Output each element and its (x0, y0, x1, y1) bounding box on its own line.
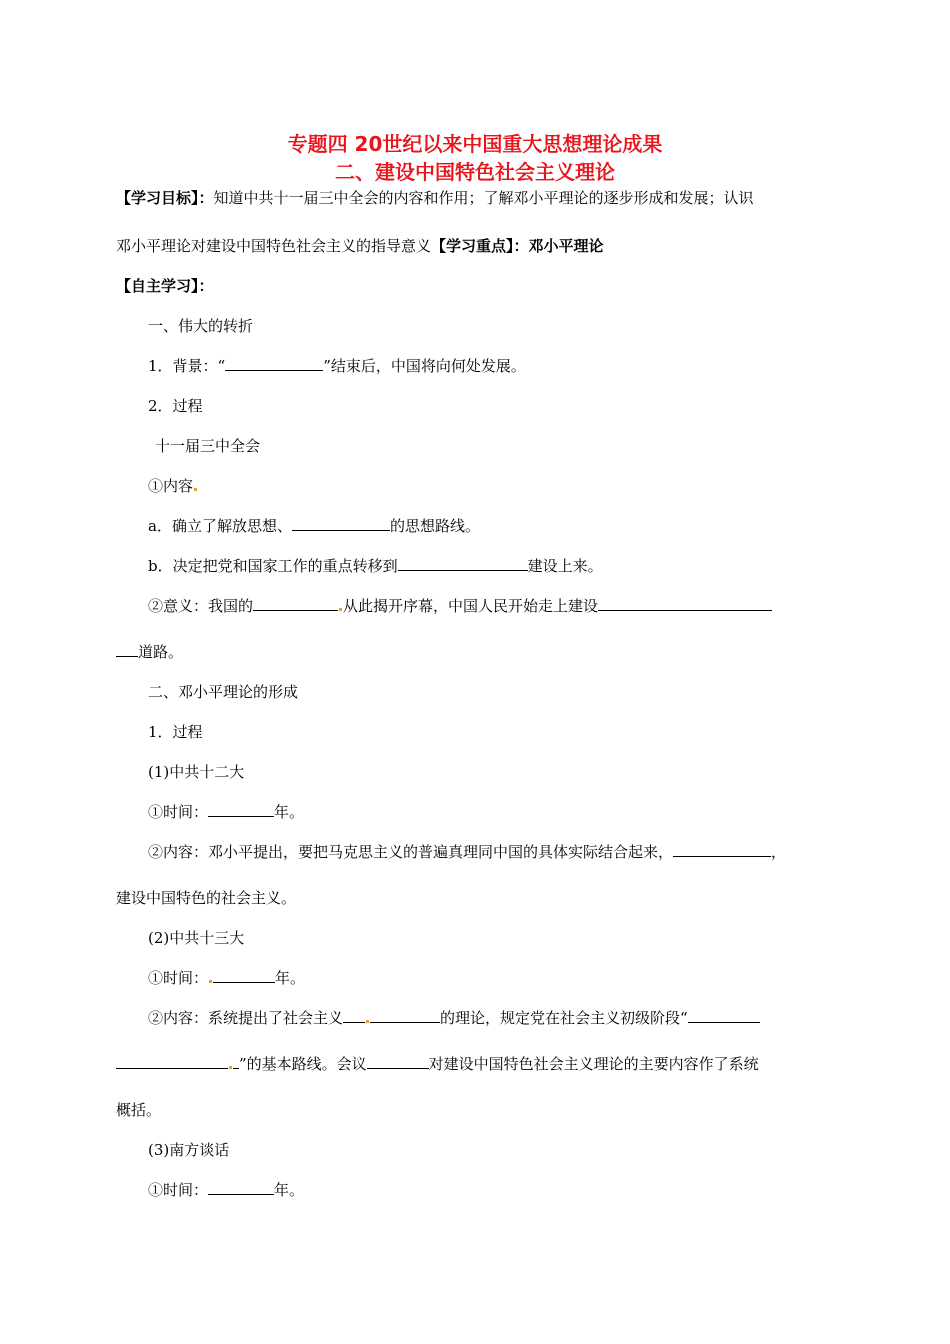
south-title: (3)南方谈话 (148, 1141, 230, 1159)
learning-goals-line2 (116, 236, 604, 256)
mark-dot (366, 1020, 369, 1023)
blank[interactable] (116, 642, 138, 657)
south-time-prefix: ①时间： (148, 1181, 209, 1199)
content-text: ①内容 (148, 477, 194, 495)
c13-time (148, 968, 305, 988)
learning-goals-label: 【学习目标】： (116, 189, 214, 207)
page-subtitle: 二、建设中国特色社会主义理论 (335, 160, 615, 184)
page-title: 专题四 20世纪以来中国重大思想理论成果 (287, 132, 663, 156)
background-suffix: ”结束后，中国将向何处发展。 (323, 357, 526, 375)
section2-process: 1．过程 (148, 723, 203, 741)
c12-title: (1)中共十二大 (148, 763, 245, 781)
item-b-suffix: 建设上来。 (527, 557, 603, 575)
c13-content (148, 1008, 760, 1028)
blank[interactable] (253, 596, 338, 611)
c13-content-mid: 的理论，规定党在社会主义初级阶段“ (440, 1009, 688, 1027)
c13-content-line3: 概括。 (116, 1101, 162, 1119)
blank[interactable] (116, 1054, 228, 1069)
item-a-prefix: a．确立了解放思想、 (148, 517, 292, 535)
c13-time-prefix: ①时间： (148, 969, 209, 987)
significance-prefix: ②意义：我国的 (148, 597, 254, 615)
learning-goals-text-cont: 邓小平理论对建设中国特色社会主义的指导意义 (116, 237, 432, 255)
c13-line2-mid: ”的基本路线。会议 (239, 1055, 367, 1073)
meeting-label: 十一届三中全会 (155, 437, 261, 455)
item-a (148, 516, 480, 536)
c12-time-prefix: ①时间： (148, 803, 209, 821)
process-label: 2．过程 (148, 397, 203, 415)
content-label (148, 476, 198, 496)
mark-dot (339, 608, 342, 611)
blank[interactable] (398, 556, 528, 571)
learning-goals-line1 (116, 188, 754, 208)
key-points-label: 【学习重点】：邓小平理论 (431, 237, 604, 255)
south-time (148, 1180, 304, 1200)
background-line (148, 356, 526, 376)
blank[interactable] (370, 1008, 440, 1023)
blank[interactable] (673, 842, 771, 857)
section1-heading: 一、伟大的转折 (148, 317, 254, 335)
c13-content-prefix: ②内容：系统提出了社会主义 (148, 1009, 344, 1027)
mark-dot (209, 980, 212, 983)
significance-end: 道路。 (138, 643, 184, 661)
c12-content (148, 842, 786, 862)
c12-content-text: ②内容：邓小平提出，要把马克思主义的普遍真理同中国的具体实际结合起来， (148, 843, 674, 861)
blank[interactable] (598, 596, 772, 611)
south-year-suffix: 年。 (274, 1181, 305, 1199)
blank[interactable] (208, 802, 274, 817)
c12-content-cont: 建设中国特色的社会主义。 (116, 889, 297, 907)
mark-dot (229, 1066, 232, 1069)
c13-content-line2 (116, 1054, 759, 1074)
blank[interactable] (213, 968, 275, 983)
item-b (148, 556, 603, 576)
c12-year-suffix: 年。 (274, 803, 305, 821)
section2-heading: 二、邓小平理论的形成 (148, 683, 299, 701)
blank[interactable] (292, 516, 390, 531)
blank[interactable] (688, 1008, 760, 1023)
c13-year-suffix: 年。 (275, 969, 306, 987)
self-study-label: 【自主学习】： (116, 277, 214, 295)
blank[interactable] (343, 1008, 365, 1023)
item-a-suffix: 的思想路线。 (389, 517, 480, 535)
significance-mid: 从此揭开序幕，中国人民开始走上建设 (343, 597, 599, 615)
blank[interactable] (208, 1180, 274, 1195)
significance-line-cont (116, 642, 183, 662)
blank[interactable] (367, 1054, 429, 1069)
c12-time (148, 802, 304, 822)
item-b-prefix: b．决定把党和国家工作的重点转移到 (148, 557, 398, 575)
significance-line (148, 596, 772, 616)
c12-comma: ， (771, 843, 787, 861)
c13-line2-end: 对建设中国特色社会主义理论的主要内容作了系统 (428, 1055, 759, 1073)
mark-dot (194, 488, 197, 491)
learning-goals-text: 知道中共十一届三中全会的内容和作用；了解邓小平理论的逐步形成和发展；认识 (213, 189, 754, 207)
c13-title: (2)中共十三大 (148, 929, 245, 947)
background-prefix: 1．背景：“ (148, 357, 226, 375)
blank[interactable] (225, 356, 323, 371)
